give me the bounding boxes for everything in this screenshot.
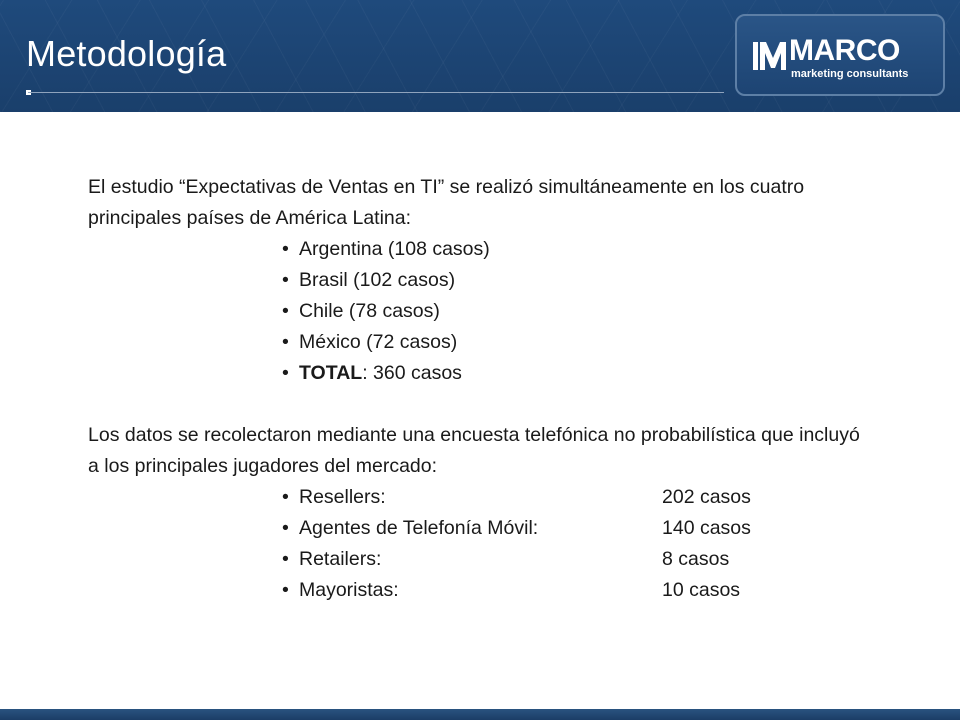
- list-item-segment: [282, 575, 868, 606]
- segment-label: Retailers:: [299, 548, 382, 570]
- slide-header: [0, 0, 960, 112]
- title-rule: [28, 92, 724, 93]
- intro-paragraph: El estudio “Expectativas de Ventas en TI” se realizó simultáneamente en los cuatro principales países de América Latina:: [88, 176, 805, 229]
- method-paragraph: Los datos se recolectaron mediante una encuesta telefónica no probabilística que incluyó a los principales jugadores del mercado:: [88, 424, 860, 477]
- slide-footer-bar: [0, 709, 960, 720]
- slide-body: [88, 172, 868, 606]
- segment-value: 202 casos: [662, 486, 751, 508]
- paragraph-gap: [88, 389, 868, 420]
- segment-label: Resellers:: [299, 486, 386, 508]
- list-item-country: • Argentina (108 casos): [282, 234, 868, 265]
- segment-label: Agentes de Telefonía Móvil:: [299, 517, 539, 539]
- list-item-country: • Brasil (102 casos): [282, 265, 868, 296]
- slide-title: Metodología: [26, 33, 227, 74]
- segment-value: 8 casos: [662, 548, 730, 570]
- logo-brand-name: MARCO: [789, 34, 900, 67]
- marco-logo-mark-icon: [751, 40, 789, 72]
- segment-value: 140 casos: [662, 517, 751, 539]
- list-item-country: • Chile (78 casos): [282, 296, 868, 327]
- total-value: : 360 casos: [362, 362, 462, 384]
- company-logo: [735, 14, 945, 96]
- segment-value: 10 casos: [662, 579, 741, 601]
- list-item-country: • México (72 casos): [282, 327, 868, 358]
- list-item-segment: [282, 544, 868, 575]
- list-item-segment: [282, 482, 868, 513]
- segment-label: Mayoristas:: [299, 579, 399, 601]
- segment-list: [88, 482, 868, 606]
- list-item-segment: [282, 513, 868, 544]
- country-list: [88, 234, 868, 389]
- list-item-total: [282, 358, 868, 389]
- total-label: TOTAL: [299, 362, 363, 384]
- logo-tagline: marketing consultants: [791, 68, 909, 80]
